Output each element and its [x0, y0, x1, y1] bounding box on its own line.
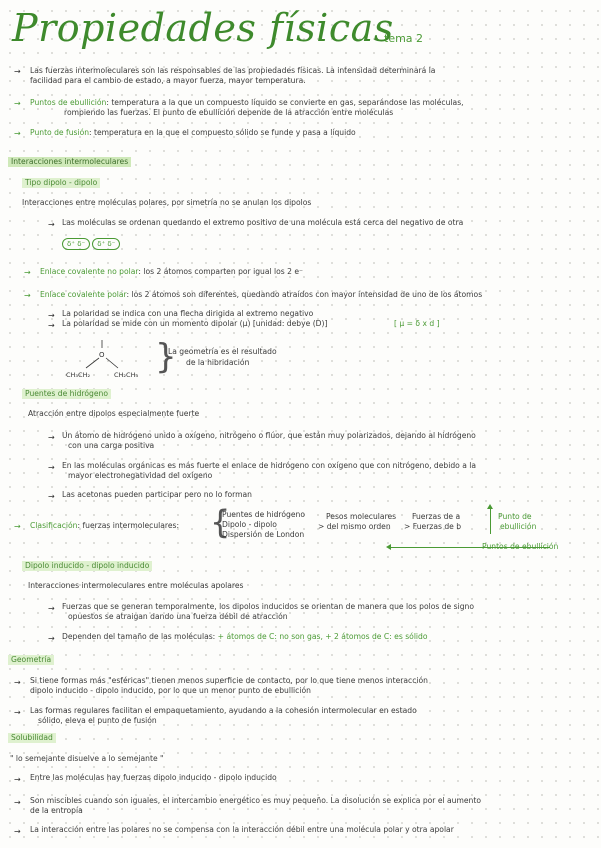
- arrow-icon: →: [48, 604, 55, 613]
- text-line: sólido, eleva el punto de fusión: [38, 716, 157, 725]
- text-line: de la entropía: [30, 806, 83, 815]
- arrow-icon: →: [48, 433, 55, 442]
- text-line: Un átomo de hidrógeno unido a oxígeno, nitrógeno o flúor, que están muy polarizados, dejando al hidrógeno: [62, 431, 476, 440]
- text-line: dipolo inducido - dipolo inducido, por lo que un menor punto de ebullición: [30, 686, 311, 695]
- melting-point-def: Punto de fusión: temperatura en la que el compuesto sólido se funde y pasa a líquido: [30, 128, 356, 137]
- arrow-icon: →: [14, 775, 21, 784]
- text-line: con una carga positiva: [68, 441, 155, 450]
- text-line: Punto de: [498, 512, 532, 521]
- text-line: > del mismo orden: [318, 522, 391, 531]
- text-line: Interacciones intermoleculares entre moléculas apolares: [28, 581, 244, 590]
- arrow-icon: →: [14, 99, 21, 108]
- text-line: Enlace covalente polar: los 2 átomos son diferentes, quedando atraídos con mayor intensidad de uno de los átomos: [40, 290, 483, 299]
- quote: " lo semejante disuelve a lo semejante ": [10, 754, 164, 763]
- text-line: La polaridad se indica con una flecha dirigida al extremo negativo: [62, 309, 314, 318]
- text-line: La geometría es el resultado: [168, 347, 277, 356]
- arrow-icon: →: [48, 321, 55, 330]
- section-heading: Interacciones intermoleculares: [8, 157, 131, 167]
- arrow-icon: →: [14, 827, 21, 836]
- svg-text:O: O: [99, 351, 105, 359]
- arrow-icon: →: [48, 463, 55, 472]
- text-line: de la hibridación: [186, 358, 250, 367]
- list-item: Dipolo - dipolo: [222, 520, 277, 529]
- subsection-heading: Puentes de hidrógeno: [22, 389, 111, 399]
- svg-text:CH₂CH₃: CH₂CH₃: [114, 371, 139, 379]
- list-item: Dispersión de London: [222, 530, 305, 539]
- text-line: ebullición: [500, 522, 537, 531]
- formula: [ μ = δ x d ]: [394, 319, 440, 328]
- text-line: mayor electronegatividad del oxígeno: [68, 471, 213, 480]
- arrow-icon: →: [48, 311, 55, 320]
- boiling-point-def: Puntos de ebullición: temperatura a la que un compuesto líquido se convierte en gas, separándose las moléculas,: [30, 98, 464, 107]
- text-line: Dependen del tamaño de las moléculas: + átomos de C: no son gas, + 2 átomos de C: es sólido: [62, 632, 428, 641]
- text-line: Las formas regulares facilitan el empaquetamiento, ayudando a la cohesión intermolecular en estado: [30, 706, 417, 715]
- up-arrow-icon: [490, 508, 491, 534]
- arrow-icon: →: [24, 268, 31, 277]
- brace: }: [155, 337, 177, 377]
- topic-label: tema 2: [384, 32, 424, 45]
- arrow-icon: →: [48, 634, 55, 643]
- text-line: La interacción entre las polares no se compensa con la interacción débil entre una molécula polar y otra apolar: [30, 825, 454, 834]
- arrow-icon: →: [48, 492, 55, 501]
- arrow-icon: →: [14, 522, 21, 531]
- arrow-icon: →: [14, 67, 21, 76]
- text-line: Enlace covalente no polar: los 2 átomos comparten por igual los 2 e⁻: [40, 267, 304, 276]
- classification-line: Clasificación: fuerzas intermoleculares:: [30, 521, 180, 530]
- dipole-ovals: δ⁺ δ⁻ δ⁺ δ⁻: [62, 238, 122, 250]
- text-line: opuestos se atraigan dando una fuerza débil de atracción: [68, 612, 288, 621]
- text-line: Puntos de ebullición: [482, 542, 559, 551]
- section-heading: Solubilidad: [8, 733, 56, 743]
- arrow-icon: →: [14, 678, 21, 687]
- intro-line: Las fuerzas intermoleculares son las responsables de las propiedades físicas. La intensidad determinará la: [30, 66, 436, 75]
- text-line: Las moléculas se ordenan quedando el extremo positivo de una molécula está cerca del negativo de otra: [62, 218, 464, 227]
- text-line: > Fuerzas de b: [404, 522, 462, 531]
- intro-line-cont: facilidad para el cambio de estado, a mayor fuerza, mayor temperatura.: [30, 76, 306, 85]
- boiling-point-def-cont: rompiendo las fuerzas. El punto de ebullición depende de la atracción entre moléculas: [64, 108, 394, 117]
- svg-text:CH₃CH₂: CH₃CH₂: [66, 371, 91, 379]
- page-title: Propiedades físicas: [12, 6, 394, 50]
- text-line: Pesos moleculares: [326, 512, 397, 521]
- text-line: Fuerzas que se generan temporalmente, los dipolos inducidos se orientan de manera que los polos de signo: [62, 602, 474, 611]
- arrow-icon: →: [14, 129, 21, 138]
- arrow-icon: →: [14, 798, 21, 807]
- text-line: La polaridad se mide con un momento dipolar (μ) [unidad: debye (D)]: [62, 319, 328, 328]
- section-heading: Geometría: [8, 655, 54, 665]
- list-item: Puentes de hidrógeno: [222, 510, 305, 519]
- subsection-heading: Tipo dipolo - dipolo: [22, 178, 100, 188]
- ether-diagram: [66, 340, 156, 382]
- text-line: Interacciones entre moléculas polares, por simetría no se anulan los dipolos: [22, 198, 312, 207]
- subsection-heading: Dipolo inducido - dipolo inducido: [22, 561, 152, 571]
- text-line: Entre las moléculas hay fuerzas dipolo inducido - dipolo inducido: [30, 773, 277, 782]
- brace: {: [210, 503, 231, 541]
- text-line: Fuerzas de a: [412, 512, 461, 521]
- text-line: Atracción entre dipolos especialmente fuerte: [28, 409, 200, 418]
- arrow-icon: →: [14, 708, 21, 717]
- arrow-icon: →: [48, 220, 55, 229]
- text-line: En las moléculas orgánicas es más fuerte el enlace de hidrógeno con oxígeno que con nitrógeno, debido a la: [62, 461, 477, 470]
- arrow-icon: →: [24, 291, 31, 300]
- text-line: Si tiene formas más "esféricas" tienen menos superficie de contacto, por lo que tiene menos interacción: [30, 676, 428, 685]
- text-line: Las acetonas pueden participar pero no lo forman: [62, 490, 252, 499]
- text-line: Son miscibles cuando son iguales, el intercambio energético es muy pequeño. La disolución se explica por el aumento: [30, 796, 481, 805]
